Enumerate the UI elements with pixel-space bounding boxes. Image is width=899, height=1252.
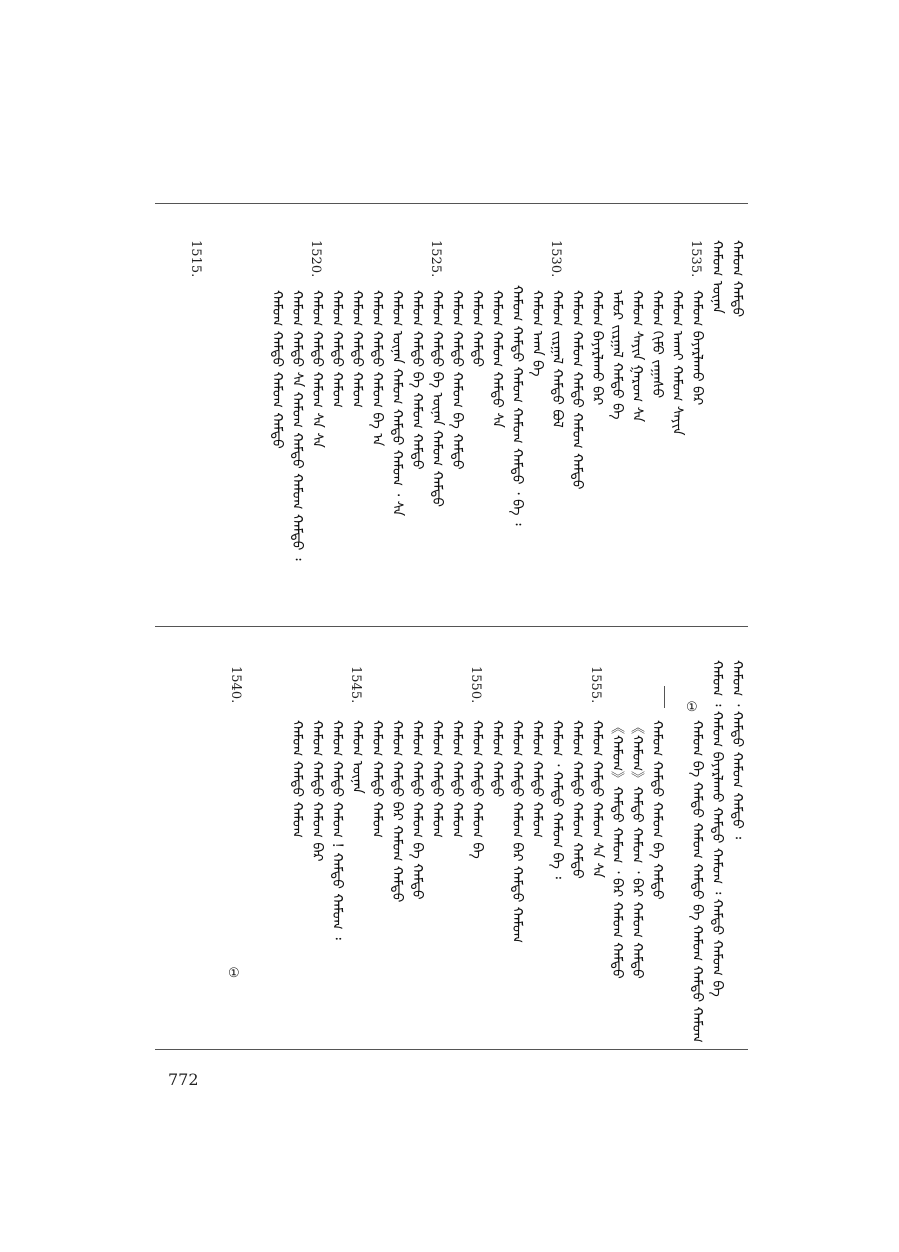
- text-line: ᠬᠠᠮᠤᠭ ᠠᠬᠠᠶ ᠬᠠᠮᠤᠭ ᠰᠠᠶᠢᠨ: [669, 290, 685, 436]
- footnote-line: ᠬᠠᠮᠤᠭ ᠪᠠ ᠬᠠᠮᠲᠤ ᠬᠠᠮᠤᠭ ᠬᠠᠮᠲᠤ ᠪᠠ ᠬᠠᠮᠤᠭ ᠬᠠᠮᠲᠤ ᠬᠠᠮᠤᠭ: [689, 720, 705, 1043]
- text-line: 《ᠬᠠᠮᠤᠭ》ᠬᠠᠮᠲᠤ ᠬᠠᠮᠤᠭ ᠂ ᠪᠡᠷ ᠬᠠᠮᠤᠭ ᠬᠠᠮᠲᠤ: [629, 720, 645, 979]
- text-line: ᠬᠠᠮᠤᠭ ᠬᠠᠮᠲᠤ ᠬᠠᠮᠤᠭ ᠬᠠᠮᠲᠤ: [569, 720, 585, 879]
- text-line: ᠬᠠᠮᠤᠭ ᠬᠠᠮᠲᠤ ᠬᠠᠮᠤᠭ: [349, 290, 365, 408]
- text-line: ᠬᠠᠮᠤᠭ ᠂ ᠬᠠᠮᠲᠤ ᠬᠠᠮᠤᠭ ᠪᠡ ᠄: [549, 720, 565, 879]
- text-line: ᠬᠠᠮᠤᠭ ᠬᠠᠮᠲᠤ ᠬᠠᠮᠤᠭ ᠪᠠ: [469, 720, 485, 859]
- text-line: 《ᠬᠠᠮᠤᠭ》ᠬᠠᠮᠲᠤ ᠬᠠᠮᠤᠭ ᠂ ᠪᠡᠷ ᠬᠠᠮᠤᠭ ᠬᠠᠮᠲᠤ: [609, 720, 625, 979]
- text-line: ᠬᠠᠮᠤᠭ ᠬᠠᠮᠲᠤ ᠬᠠᠮᠤᠭ: [289, 720, 305, 838]
- text-line: ᠬᠠᠮᠤᠭ ᠵᠢᠷᠭᠠᠯ ᠬᠠᠮᠲᠤ ᠪᠤᠯ: [549, 290, 565, 428]
- middle-rule: [155, 626, 748, 627]
- line-number: 1545.: [348, 666, 363, 704]
- footnote-rule: [664, 686, 665, 708]
- line-number: 1520.: [308, 240, 323, 278]
- text-line: ᠬᠠᠮᠤᠭ ᠬᠠᠮᠲᠤ ᠬᠠᠮᠤᠭ: [329, 290, 345, 408]
- text-line: ᠬᠠᠮᠤᠭ ᠬᠠᠮᠲᠤ: [729, 240, 745, 318]
- text-line: ᠬᠠᠮᠤᠭ ᠬᠠᠮᠲᠤ ᠬᠠᠮᠤᠭ ᠪᠠ ᠠ: [369, 290, 385, 447]
- text-line: ᠠᠮᠤᠷ ᠵᠢᠷᠭᠠᠯ ᠬᠠᠮᠲᠤ ᠪᠡ: [609, 290, 625, 420]
- text-line: ᠬᠠᠮᠤᠭ ᠬᠠᠮᠲᠤ ᠬᠠᠮᠤᠭ: [369, 720, 385, 838]
- text-line: ᠬᠠᠮᠤᠭ ᠬᠠᠮᠲᠤ ᠪᠠ ᠬᠠᠮᠤᠭ ᠬᠠᠮᠲᠤ: [409, 290, 425, 470]
- top-rule: [155, 203, 748, 204]
- text-line: ᠬᠠᠮᠤᠭ ᠬᠠᠮᠲᠤ ᠬᠠᠮᠤᠭ ᠰᠠ ᠰᠠ: [589, 720, 605, 878]
- text-line: ᠬᠠᠮᠤᠭ ᠬᠠᠮᠲᠤ ᠬᠠᠮᠤᠭ ᠪᠠ ᠬᠠᠮᠲᠤ: [449, 290, 465, 470]
- text-line: ᠬᠠᠮᠤᠭ ᠬᠠᠮᠲᠤ ᠬᠠᠮᠤᠭ ! ᠬᠠᠮᠲᠤ ᠬᠠᠮᠤᠭ ᠄: [329, 720, 345, 940]
- bottom-rule: [155, 1049, 748, 1050]
- text-line: ᠬᠠᠮᠤᠭ ᠠᠬᠠ ᠪᠠ: [529, 290, 545, 377]
- text-line: ᠬᠠᠮᠤᠭ ᠬᠠᠮᠲᠤ: [469, 290, 485, 368]
- text-line: ᠬᠠᠮᠤᠭ ᠦᠨᠡᠨ: [349, 720, 365, 794]
- line-number: 1555.: [588, 666, 603, 704]
- text-line: ᠬᠠᠮᠤᠭ ᠬᠠᠮᠲᠤ ᠬᠠᠮᠤᠭ ᠰᠠ ᠰᠠ: [309, 290, 325, 448]
- text-line: ᠬᠠᠮᠤᠭ ᠬᠠᠮᠲᠤ ᠬᠠᠮᠤᠭ ᠬᠠᠮᠲᠤ: [269, 290, 285, 449]
- line-number: 1550.: [468, 666, 483, 704]
- text-line: ᠬᠠᠮᠤᠭ ᠬᠠᠮᠲᠤ ᠬᠠᠮᠤᠭ ᠪᠡ ᠬᠠᠮᠲᠤ: [649, 720, 665, 900]
- text-line: ᠬᠠᠮᠤᠭ ᠦᠨᠡᠨ ᠬᠠᠮᠤᠭ ᠬᠠᠮᠲᠤ ᠬᠠᠮᠤᠭ ᠂ ᠰᠠ: [389, 290, 405, 517]
- text-line: ᠬᠠᠮᠤᠭ ᠬᠠᠮᠲᠤ ᠬᠠᠮᠤᠭ ᠬᠠᠮᠤᠭ ᠬᠠᠮᠲᠤ ᠂ ᠪᠡ ᠄: [509, 285, 525, 526]
- text-line: ᠬᠠᠮᠤᠭ ᠬᠢᠮᠤ ᠵᠠᠭᠠᠰᠤ: [649, 290, 665, 399]
- text-line: ᠬᠠᠮᠤᠭ ᠦᠨᠡᠨ: [709, 240, 725, 314]
- footnote-line: ᠬᠠᠮᠤᠭ ᠄ ᠬᠠᠮᠤᠭ ᠪᠠᠶᠠᠷᠯᠠᠬᠤ ᠬᠠᠮᠲᠤ ᠬᠠᠮᠤᠭ ᠄ ᠬᠠᠮᠲᠤ ᠬᠠᠮᠤᠭ ᠪᠡ: [709, 660, 725, 997]
- text-line: ᠬᠠᠮᠤᠭ ᠬᠠᠮᠲᠤ ᠬᠠᠮᠤᠭ ᠪᠡᠷ ᠬᠠᠮᠲᠤ ᠬᠠᠮᠤᠭ: [509, 720, 525, 944]
- text-line: ᠬᠠᠮᠤᠭ ᠬᠠᠮᠲᠤ ᠰᠠ ᠬᠠᠮᠤᠭ ᠬᠠᠮᠲᠤ ᠬᠠᠮᠤᠭ ᠬᠠᠮᠲᠤ ᠄: [289, 290, 305, 561]
- footnote-line: ᠬᠠᠮᠤᠭ ᠂ ᠬᠠᠮᠲᠤ ᠬᠠᠮᠤᠭ ᠬᠠᠮᠲᠤ ᠄: [729, 660, 745, 840]
- text-line: ᠬᠠᠮᠤᠭ ᠬᠠᠮᠤᠭ ᠬᠠᠮᠲᠤ ᠬᠠᠮᠤᠭ ᠬᠠᠮᠲᠤ: [569, 290, 585, 490]
- text-line: ᠬᠠᠮᠤᠭ ᠬᠠᠮᠲᠤ ᠪᠡᠷ ᠬᠠᠮᠤᠭ ᠬᠠᠮᠲᠤ: [389, 720, 405, 903]
- text-line: ᠬᠠᠮᠤᠭ ᠬᠠᠮᠲᠤ ᠪᠠ ᠦᠨᠡᠨ ᠬᠠᠮᠤᠭ ᠬᠠᠮᠲᠤ: [429, 290, 445, 508]
- line-number: 1535.: [688, 240, 703, 278]
- text-line: ᠬᠠᠮᠤᠭ ᠬᠠᠮᠲᠤ ᠬᠠᠮᠤᠭ ᠪᠡ ᠬᠠᠮᠲᠤ: [409, 720, 425, 900]
- text-line: ᠬᠠᠮᠤᠭ ᠬᠠᠮᠲᠤ: [489, 720, 505, 798]
- text-line: ᠬᠠᠮᠤᠭ ᠬᠠᠮᠲᠤ ᠬᠠᠮᠤᠭ ᠪᠡᠷ: [309, 720, 325, 862]
- text-line: ᠬᠠᠮᠤᠭ ᠬᠠᠮᠤᠭ ᠬᠠᠮᠲᠤ ᠰᠠ: [489, 290, 505, 428]
- text-line: ᠬᠠᠮᠤᠭ ᠪᠠᠶᠠᠷᠯᠠᠬᠤ ᠪᠡᠷ: [589, 290, 605, 406]
- text-line: ᠬᠠᠮᠤᠭ ᠬᠠᠮᠲᠤ ᠬᠠᠮᠤᠭ: [529, 720, 545, 838]
- line-number: 1530.: [548, 240, 563, 278]
- line-number: 1515.: [188, 240, 203, 278]
- text-line: ᠬᠠᠮᠤᠭ ᠬᠠᠮᠲᠤ ᠬᠠᠮᠤᠭ: [429, 720, 445, 838]
- text-line: ᠬᠠᠮᠤᠭ ᠬᠠᠮᠲᠤ ᠬᠠᠮᠤᠭ: [449, 720, 465, 838]
- footnote-reference: ①: [228, 966, 240, 981]
- text-line: ᠬᠠᠮᠤᠭ ᠰᠠᠶᠢᠨ ᠭᠠᠷᠤᠭ ᠰᠠ: [629, 290, 645, 423]
- page-number: 772: [168, 1070, 199, 1089]
- line-number: 1525.: [428, 240, 443, 278]
- footnote-marker: ①: [686, 700, 698, 715]
- line-number: 1540.: [228, 666, 243, 704]
- text-line: ᠬᠠᠮᠤᠭ ᠪᠠᠶᠠᠷᠯᠠᠬᠤ ᠪᠡᠷ: [689, 290, 705, 406]
